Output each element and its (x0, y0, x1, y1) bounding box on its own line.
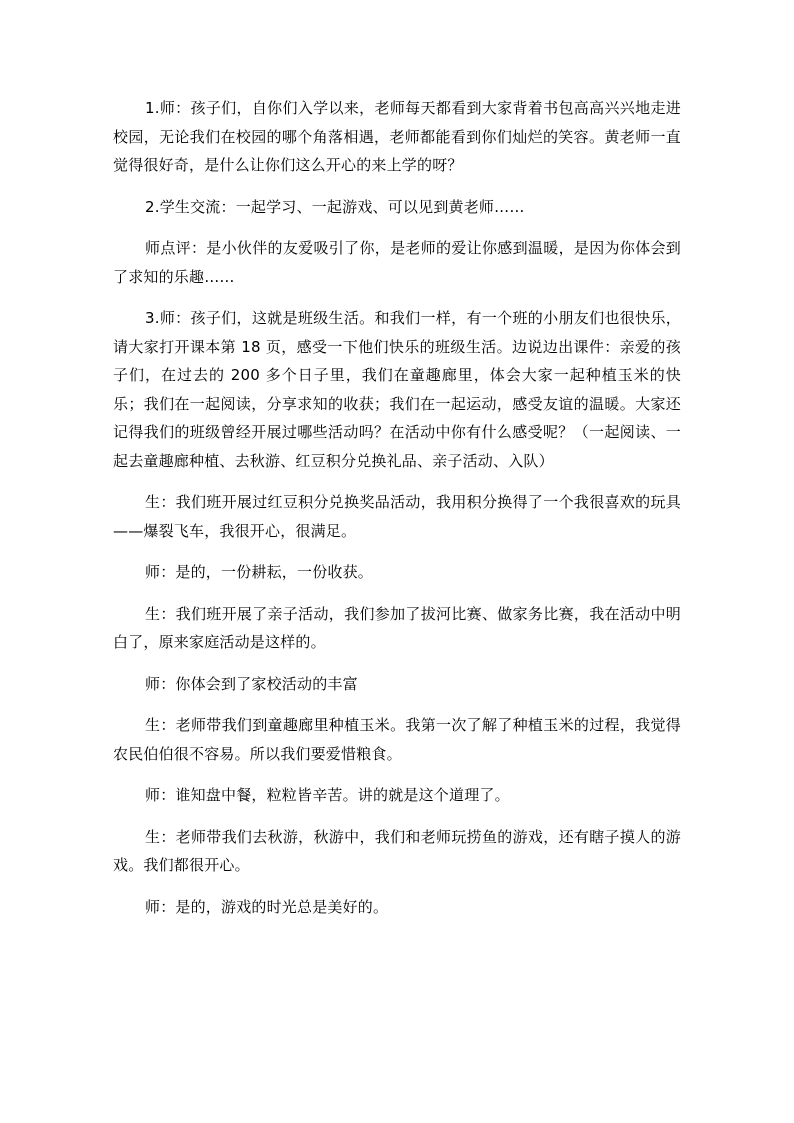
paragraph-gap (113, 587, 681, 600)
paragraph-gap (113, 180, 681, 193)
paragraph-gap (113, 221, 681, 234)
paragraph-3: 师点评：是小伙伴的友爱吸引了你，是老师的爱让你感到温暖，是因为你体会到了求知的乐趣…… (113, 239, 681, 286)
paragraph-gap (113, 768, 681, 781)
paragraph-2: 2.学生交流：一起学习、一起游戏、可以见到黄老师…… (145, 197, 525, 216)
paragraph-9: 生：老师带我们到童趣廊里种植玉米。我第一次了解了种植玉米的过程，我觉得农民伯伯很不容易。所以我们要爱惜粮食。 (113, 716, 681, 763)
paragraph-gap (113, 657, 681, 670)
paragraph-7: 生：我们班开展了亲子活动，我们参加了拔河比赛、做家务比赛，我在活动中明白了，原来家庭活动是这样的。 (113, 604, 681, 651)
paragraph-4: 3.师：孩子们，这就是班级生活。和我们一样，有一个班的小朋友们也很快乐，请大家打开课本第 18 页，感受一下他们快乐的班级生活。边说边出课件：亲爱的孩子们，在过去的 200 多个日子里，我们在童趣廊里，体会大家一起种植玉米的快乐；我们在一起阅读，分享求知的收获；我们在一起运动，感受友谊的温暖。大家还记得我们的班级曾经开展过哪些活动吗？在活动中你有什么感受呢？（一起阅读、一起去童趣廊种植、去秋游、红豆积分兑换礼品、亲子活动、入队） (113, 309, 681, 470)
paragraph-6: 师：是的，一份耕耘，一份收获。 (145, 563, 374, 581)
paragraph-gap (113, 291, 681, 304)
paragraph-gap (113, 880, 681, 893)
paragraph-gap (113, 810, 681, 823)
paragraph-8: 师：你体会到了家校活动的丰富 (145, 674, 358, 693)
paragraph-gap (113, 545, 681, 558)
paragraph-1: 1.师：孩子们，自你们入学以来，老师每天都看到大家背着书包高高兴兴地走进校园，无论我们在校园的哪个角落相遇，老师都能看到你们灿烂的笑容。黄老师一直觉得很好奇，是什么让你们这么开心的来上学的呀？ (113, 99, 681, 174)
paragraph-11: 生：老师带我们去秋游，秋游中，我们和老师玩捞鱼的游戏，还有瞎子摸人的游戏。我们都很开心。 (113, 827, 681, 874)
paragraph-gap (113, 475, 681, 488)
paragraph-10: 师：谁知盘中餐，粒粒皆辛苦。讲的就是这个道理了。 (145, 786, 510, 804)
document-page (113, 94, 681, 921)
paragraph-12: 师：是的，游戏的时光总是美好的。 (145, 897, 389, 916)
paragraph-5: 生：我们班开展过红豆积分兑换奖品活动，我用积分换得了一个我很喜欢的玩具——爆裂飞车，我很开心，很满足。 (113, 493, 681, 540)
paragraph-gap (113, 698, 681, 711)
